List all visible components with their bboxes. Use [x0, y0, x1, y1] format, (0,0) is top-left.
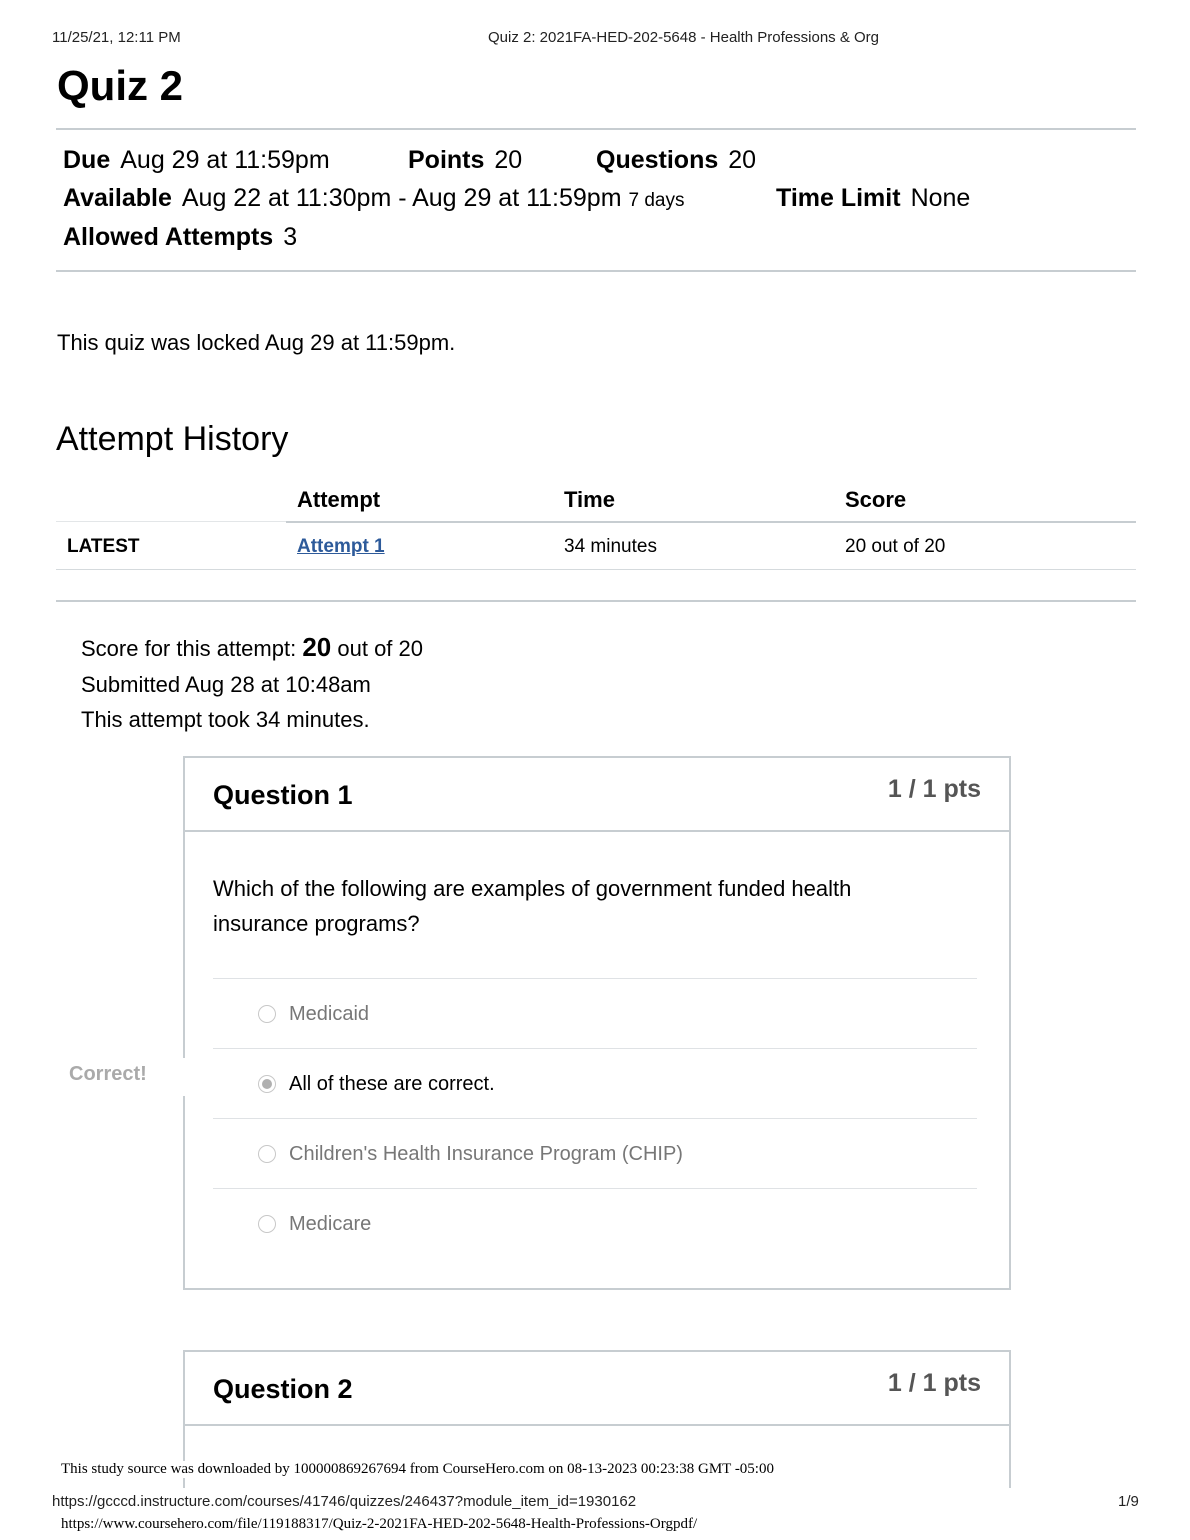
attempt-time: 34 minutes	[564, 536, 657, 557]
page-url: https://gcccd.instructure.com/courses/41746/quizzes/246437?module_item_id=1930162	[52, 1493, 637, 1510]
page-title: Quiz 2	[57, 62, 184, 109]
radio-icon[interactable]	[258, 1005, 276, 1023]
time-limit-label: Time Limit	[776, 184, 901, 212]
divider	[56, 270, 1136, 272]
duration-text: This attempt took 34 minutes.	[81, 707, 370, 732]
due-value: Aug 29 at 11:59pm	[120, 146, 330, 174]
question-header	[185, 758, 1009, 832]
table-row-divider	[56, 569, 1136, 570]
correct-flag: Correct!	[69, 1063, 147, 1085]
questions-value: 20	[728, 146, 757, 174]
score-value: 20	[302, 632, 332, 662]
print-datetime: 11/25/21, 12:11 PM	[52, 29, 181, 46]
coursehero-url: https://www.coursehero.com/file/119188317/Quiz-2-2021FA-HED-202-5648-Health-Professions-Orgpdf/	[61, 1516, 698, 1532]
attempt-score: 20 out of 20	[845, 536, 946, 557]
answer-label: All of these are correct.	[289, 1073, 495, 1095]
radio-icon[interactable]	[258, 1215, 276, 1233]
points-label: Points	[408, 146, 485, 174]
points-value: 20	[494, 146, 523, 174]
answer-divider	[213, 1048, 977, 1049]
latest-tag: LATEST	[67, 536, 140, 557]
question-title: Question 2	[213, 1374, 353, 1404]
answer-label: Children's Health Insurance Program (CHIP)	[289, 1143, 683, 1165]
attempt-link-cell	[297, 536, 385, 558]
radio-icon[interactable]	[258, 1145, 276, 1163]
print-page-title: Quiz 2: 2021FA-HED-202-5648 - Health Professions & Org	[488, 29, 880, 46]
table-header-divider	[56, 521, 286, 522]
question-points: 1 / 1 pts	[887, 1369, 981, 1397]
divider	[56, 128, 1136, 130]
locked-message: This quiz was locked Aug 29 at 11:59pm.	[57, 330, 456, 355]
questions-label: Questions	[596, 146, 719, 174]
available-info	[63, 184, 684, 213]
score-suffix: out of 20	[337, 636, 424, 661]
correct-marker-gap	[176, 1058, 196, 1096]
available-duration: 7 days	[628, 190, 685, 211]
available-label: Available	[63, 184, 172, 212]
submitted-text: Submitted Aug 28 at 10:48am	[81, 672, 371, 697]
attempts-value: 3	[283, 223, 298, 251]
time-limit-value: None	[910, 184, 971, 212]
divider	[56, 600, 1136, 602]
question-text: Which of the following are examples of government funded health insurance programs?	[213, 876, 852, 936]
available-value: Aug 22 at 11:30pm - Aug 29 at 11:59pm	[181, 184, 622, 212]
column-header-score: Score	[845, 487, 907, 512]
column-header-attempt: Attempt	[297, 487, 381, 512]
question-title: Question 1	[213, 780, 353, 810]
answer-divider	[213, 978, 977, 979]
question-points: 1 / 1 pts	[887, 775, 981, 803]
time-limit-info	[776, 184, 970, 213]
download-source-note: This study source was downloaded by 100000869267694 from CourseHero.com on 08-13-2023 00:23:38 GMT -05:00	[61, 1461, 774, 1477]
due-info	[63, 146, 330, 175]
attempt-1-link[interactable]: Attempt 1	[297, 536, 385, 557]
answer-divider	[213, 1188, 977, 1189]
answer-label: Medicaid	[289, 1003, 370, 1025]
page-number: 1/9	[1118, 1493, 1139, 1510]
due-label: Due	[63, 146, 111, 174]
attempts-label: Allowed Attempts	[63, 223, 274, 251]
radio-selected-icon[interactable]	[258, 1075, 276, 1093]
points-info	[408, 146, 522, 175]
score-summary	[81, 632, 423, 663]
questions-info	[596, 146, 756, 175]
score-prefix: Score for this attempt:	[81, 636, 297, 661]
answer-label: Medicare	[289, 1213, 372, 1235]
column-header-time: Time	[564, 487, 615, 512]
attempt-history-title: Attempt History	[56, 420, 289, 458]
attempts-info	[63, 223, 297, 252]
answer-divider	[213, 1118, 977, 1119]
table-header-divider	[286, 521, 1136, 523]
question-header	[185, 1352, 1009, 1426]
